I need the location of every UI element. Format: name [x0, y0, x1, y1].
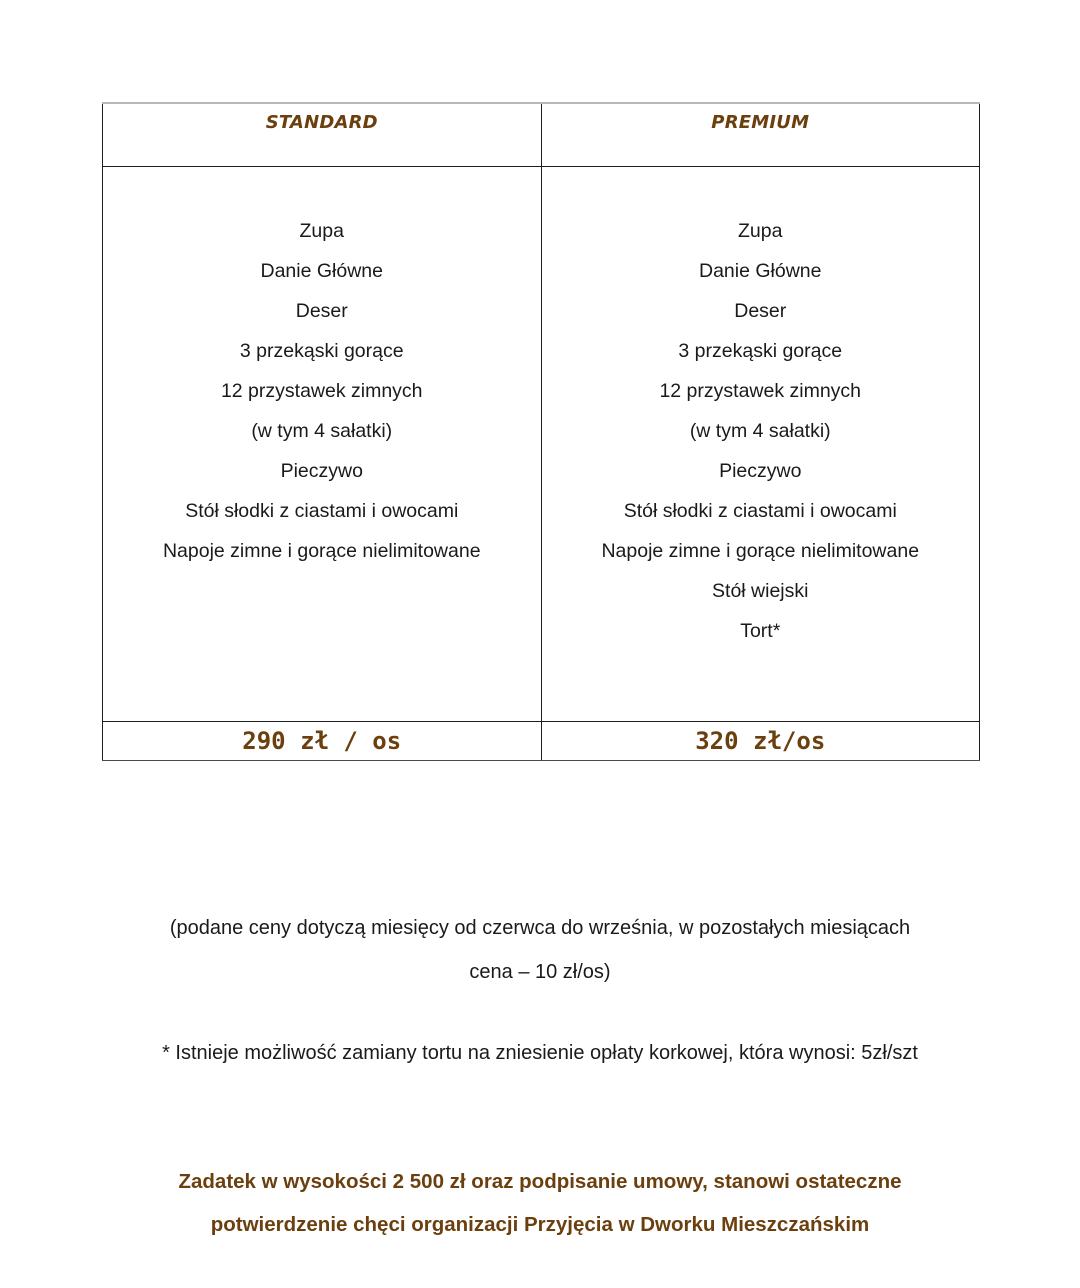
seasonal-price-note-line-2: cena – 10 zł/os) — [469, 961, 611, 983]
header-cell-standard — [103, 103, 542, 167]
price-standard: 290 zł / os — [242, 727, 402, 755]
seasonal-price-note-line-1: (podane ceny dotyczą miesięcy od czerwca do września, w pozostałych miesiącach — [169, 917, 911, 939]
list-item: Napoje zimne i gorące nielimitowane — [601, 540, 920, 562]
list-item: (w tym 4 sałatki) — [689, 420, 831, 442]
list-item: Stół słodki z ciastami i owocami — [623, 500, 897, 522]
price-cell-premium — [541, 722, 980, 761]
header-cell-premium — [541, 103, 980, 167]
table-price-row — [103, 722, 980, 761]
list-item: 3 przekąski gorące — [678, 340, 843, 362]
list-item: 12 przystawek zimnych — [659, 380, 862, 402]
deposit-notice — [0, 1160, 1080, 1246]
package-name-premium: PREMIUM — [711, 112, 810, 133]
list-item: Tort* — [740, 620, 781, 642]
price-cell-standard — [103, 722, 542, 761]
list-item: Pieczywo — [280, 460, 363, 482]
list-item: (w tym 4 sałatki) — [251, 420, 393, 442]
menu-items-premium — [542, 167, 980, 651]
list-item: Zupa — [738, 220, 783, 242]
list-item: Stół wiejski — [712, 580, 809, 602]
cake-footnote: * Istnieje możliwość zamiany tortu na zniesienie opłaty korkowej, która wynosi: 5zł/szt — [162, 1042, 918, 1064]
list-item: 3 przekąski gorące — [239, 340, 404, 362]
price-premium: 320 zł/os — [695, 727, 826, 755]
list-item: Deser — [295, 300, 348, 322]
list-item: Deser — [734, 300, 787, 322]
list-item: Danie Główne — [260, 260, 383, 282]
seasonal-price-note — [0, 906, 1080, 994]
list-item: Pieczywo — [719, 460, 802, 482]
list-item: Danie Główne — [699, 260, 822, 282]
menu-packages-table — [102, 102, 980, 761]
list-item: 12 przystawek zimnych — [220, 380, 423, 402]
list-item: Zupa — [299, 220, 344, 242]
list-item: Napoje zimne i gorące nielimitowane — [162, 540, 481, 562]
table-header-row — [103, 103, 980, 167]
package-name-standard: STANDARD — [265, 112, 378, 133]
items-cell-standard — [103, 167, 542, 722]
deposit-notice-line-2: potwierdzenie chęci organizacji Przyjęcia w Dworku Mieszczańskim — [210, 1213, 870, 1236]
menu-items-standard — [103, 167, 541, 571]
deposit-notice-line-1: Zadatek w wysokości 2 500 zł oraz podpisanie umowy, stanowi ostateczne — [178, 1170, 902, 1193]
table-items-row — [103, 167, 980, 722]
items-cell-premium — [541, 167, 980, 722]
list-item: Stół słodki z ciastami i owocami — [185, 500, 459, 522]
